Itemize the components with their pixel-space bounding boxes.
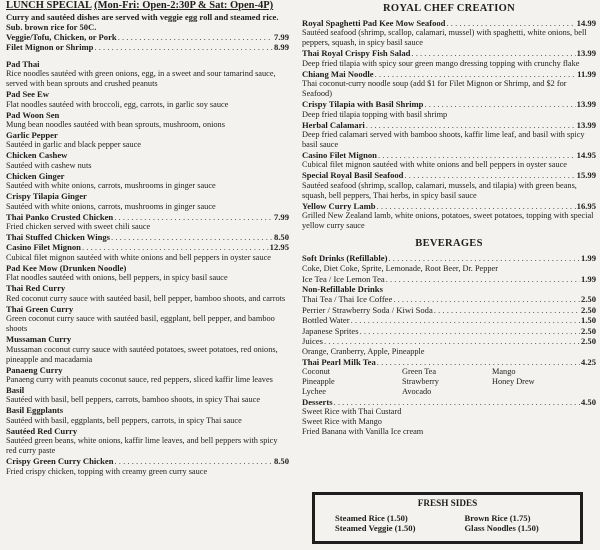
royal-item [302, 69, 596, 79]
menu-item [6, 191, 289, 201]
royal-item-desc: Deep fried calamari served with bamboo shoots, kaffir lime leaf, and basil with spicy basil sauce [302, 130, 585, 150]
menu-item [6, 150, 289, 160]
menu-item-price: 12.95 [269, 242, 289, 253]
menu-item-desc: Sautéed green beans, white onions, kaffir lime leaves, and bell peppers with spicy red curry paste [6, 436, 278, 456]
royal-item-price: 13.99 [576, 48, 596, 59]
lunch-special-hours: (Mon-Fri: Open-2:30P & Sat: Open-4P) [94, 0, 274, 11]
milk-tea-flavor: Honey Drew [492, 376, 535, 386]
royal-item-desc: Deep fried tilapia with spicy sour green mango dressing topping with crunchy flake [302, 58, 580, 68]
royal-item-desc: Cubical filet mignon sautéed with white onions and bell peppers in oyster sauce [302, 160, 567, 170]
beverage-item: Soft Drinks (Refillable) . . . 1.99 [302, 253, 596, 263]
milk-tea-flavor: Avocado [402, 386, 432, 396]
royal-item [302, 99, 596, 109]
royal-item-name: Chiang Mai Noodle [302, 68, 374, 79]
menu-item [6, 232, 289, 242]
non-refillable-label: Non-Refillable Drinks [302, 284, 383, 295]
non-refillable-item [302, 315, 596, 325]
royal-item-name: Royal Spaghetti Pad Kee Mow Seafood [302, 18, 446, 28]
menu-item-desc: Cubical filet mignon sautéed with white onions and bell peppers in oyster sauce [6, 252, 271, 262]
menu-item [6, 405, 289, 415]
menu-item-desc: Mussaman coconut curry sauce with sautéed potatoes, sweet potatoes, red onions, pineapple and macadamia [6, 344, 278, 364]
royal-item-desc: Deep fried tilapia topping with basil shrimp [302, 109, 448, 119]
royal-item-name: Herbal Calamari [302, 119, 365, 130]
menu-item-name: Thai Stuffed Chicken Wings [6, 232, 111, 243]
non-refillable-item [302, 336, 596, 346]
menu-item-name: Basil Eggplants [6, 405, 64, 416]
menu-item-desc: Sautéed with white onions, carrots, mushrooms in ginger sauce [6, 181, 216, 191]
right-column [302, 0, 596, 437]
beverage-desc: Coke, Diet Coke, Sprite, Lemonade, Root Beer, Dr. Pepper [302, 263, 498, 273]
royal-item-name: Thai Royal Crispy Fish Salad [302, 48, 411, 59]
royal-item-price: 13.99 [576, 99, 596, 110]
menu-item-name: Sautéed Red Curry [6, 425, 78, 436]
menu-item-desc: Red coconut curry sauce with sautéed basil, bell pepper, bamboo shoots, and carrots [6, 293, 286, 303]
lunch-item-list [6, 59, 289, 477]
menu-item-name: Garlic Pepper [6, 130, 58, 141]
non-refillable-item-name: Thai Tea / Thai Ice Coffee [302, 294, 393, 305]
royal-item-price: 14.95 [576, 150, 596, 161]
dessert-list [302, 407, 596, 437]
royal-item-name: Yellow Curry Lamb [302, 200, 376, 211]
beverage-item: Desserts . . . 4.50 [302, 397, 596, 407]
royal-item-name: Casino Filet Mignon [302, 150, 377, 161]
menu-item-desc: Fried crispy chicken, topping with creamy green curry sauce [6, 466, 208, 476]
fresh-side-item: Steamed Veggie (1.50) [335, 523, 416, 533]
menu-item-desc: Flat noodles sautéed with onions, bell peppers, in spicy basil sauce [6, 273, 228, 283]
royal-item [302, 18, 596, 28]
milk-tea-flavor: Mango [492, 366, 516, 376]
menu-item [6, 283, 289, 293]
menu-item-name: Pad Woon Sen [6, 109, 60, 120]
menu-item-name: Basil [6, 384, 25, 395]
non-refillable-item-name: Japanese Sprites [302, 325, 359, 336]
royal-item-name: Special Royal Basil Seafood [302, 170, 404, 181]
menu-item-desc: Rice noodles sautéed with green onions, egg, in a sweet and sour tamarind sauce, served with bean sprouts and crushed peanuts [6, 69, 276, 89]
menu-item [6, 334, 289, 344]
menu-item-price: 8.50 [273, 456, 289, 467]
royal-item-desc: Sautéed seafood (shrimp, scallop, calamari, mussels, and tilapia) with green beans, squash, bell peppers, Thai herbs, in spicy basil sauce [302, 180, 577, 200]
royal-item [302, 48, 596, 58]
menu-item [6, 130, 289, 140]
menu-item [6, 385, 289, 395]
milk-tea-flavor: Green Tea [402, 366, 437, 376]
menu-item-name: Thai Red Curry [6, 283, 66, 294]
menu-item-name: Pad Thai [6, 58, 40, 69]
menu-item-name: Thai Green Curry [6, 303, 74, 314]
non-refillable-item-name: Bottled Water [302, 315, 350, 326]
non-refillable-item-price: 2.50 [580, 336, 596, 347]
menu-item [6, 59, 289, 69]
menu-item-desc: Sautéed with white onions, carrots, mushrooms in ginger sauce [6, 201, 216, 211]
menu-item-name: Pad Kee Mow (Drunken Noodle) [6, 262, 127, 273]
milk-tea-flavor [492, 387, 582, 397]
royal-item-desc: Thai coconut-curry noodle soup (add $1 for Filet Mignon or Shrimp, and $2 for Seafood) [302, 79, 567, 99]
menu-item [6, 263, 289, 273]
menu-item-name: Pad See Ew [6, 89, 49, 100]
royal-item-desc: Sautéed seafood (shrimp, scallop, calamari, mussel) with spaghetti, white onions, bell peppers, squash, in spicy basil sauce [302, 28, 587, 48]
lunch-option: Veggie/Tofu, Chicken, or Pork . . . 7.99 [6, 32, 289, 42]
milk-tea-flavors [302, 367, 596, 397]
beverage-item: Thai Pearl Milk Tea . . . 4.25 [302, 357, 596, 367]
dessert-item: Fried Banana with Vanilla Ice cream [302, 427, 424, 437]
royal-item [302, 170, 596, 180]
non-refillable-item [302, 326, 596, 336]
menu-item-desc: Sautéed with basil, eggplants, bell peppers, carrots, in spicy Thai sauce [6, 415, 242, 425]
non-refillable-item-name: Juices [302, 336, 324, 347]
royal-item-name: Crispy Tilapia with Basil Shrimp [302, 99, 424, 110]
royal-item [302, 120, 596, 130]
menu-item [6, 171, 289, 181]
non-refillable-item-price: 2.50 [580, 304, 596, 315]
menu-item-desc: Mung bean noodles sautéed with bean sprouts, mushroom, onions [6, 120, 225, 130]
fresh-side-item: Brown Rice (1.75) [464, 513, 531, 523]
non-refillable-item-name: Perrier / Strawberry Soda / Kiwi Soda [302, 304, 433, 315]
royal-item-price: 13.99 [576, 119, 596, 130]
menu-item-price: 8.50 [273, 232, 289, 243]
milk-tea-flavor: Coconut [302, 366, 331, 376]
menu-item-name: Mussaman Curry [6, 334, 72, 345]
menu-item-desc: Flat noodles sautéed with broccoli, egg, carrots, in garlic soy sauce [6, 99, 229, 109]
non-refillable-item-price: 1.50 [580, 315, 596, 326]
menu-item-name: Thai Panko Crusted Chicken [6, 211, 114, 222]
milk-tea-flavor: Pineapple [302, 376, 335, 386]
royal-item-price: 14.99 [576, 18, 596, 28]
menu-item-name: Casino Filet Mignon [6, 242, 81, 253]
fresh-side-item: Glass Noodles (1.50) [464, 523, 539, 533]
menu-item-name: Chicken Ginger [6, 170, 65, 181]
lunch-special-note: Curry and sautéed dishes are served with veggie egg roll and steamed rice. Sub. brown rice for 50C. [6, 12, 279, 32]
non-refillable-item-price: 2.50 [580, 325, 596, 336]
beverages-heading: BEVERAGES [415, 238, 483, 250]
menu-item-desc: Panaeng curry with peanuts coconut sauce, red peppers, sliced kaffir lime leaves [6, 374, 273, 384]
menu-item-name: Chicken Cashew [6, 150, 68, 161]
non-refillable-list [302, 294, 596, 346]
menu-item-name: Crispy Tilapia Ginger [6, 191, 87, 202]
fresh-sides-box [312, 492, 583, 544]
non-refillable-item-price: 2.50 [580, 294, 596, 305]
royal-item-list [302, 18, 596, 231]
royal-item-desc: Grilled New Zealand lamb, white onions, potatoes, sweet potatoes, topping with special yellow curry sauce [302, 211, 594, 231]
menu-item [6, 110, 289, 120]
menu-item [6, 426, 289, 436]
lunch-special-title: LUNCH SPECIAL [6, 0, 92, 11]
beverage-item: Ice Tea / Ice Lemon Tea . . . 1.99 [302, 274, 596, 284]
menu-item-desc: Sautéed with basil, bell peppers, carrots, bamboo shoots, in spicy Thai sauce [6, 395, 260, 405]
left-column [6, 0, 289, 477]
menu-item [6, 242, 289, 252]
milk-tea-flavor: Strawberry [402, 376, 439, 386]
menu-item [6, 456, 289, 466]
royal-item-price: 16.95 [576, 200, 596, 211]
menu-item-desc: Green coconut curry sauce with sautéed basil, eggplant, bell pepper, and bamboo shoots [6, 314, 275, 334]
lunch-special-header [6, 0, 289, 12]
menu-item-desc: Fried chicken served with sweet chili sauce [6, 222, 151, 232]
juices-desc: Orange, Cranberry, Apple, Pineapple [302, 346, 425, 356]
menu-item [6, 89, 289, 99]
royal-item [302, 201, 596, 211]
menu-item-price: 7.99 [273, 211, 289, 222]
fresh-sides-grid [315, 509, 580, 533]
fresh-sides-title: FRESH SIDES [417, 498, 478, 508]
royal-item [302, 150, 596, 160]
non-refillable-item [302, 305, 596, 315]
non-refillable-item [302, 294, 596, 304]
fresh-side-item: Steamed Rice (1.50) [335, 513, 408, 523]
royal-item-price: 11.99 [577, 68, 596, 79]
menu-item-name: Crispy Green Curry Chicken [6, 456, 114, 467]
menu-item [6, 212, 289, 222]
royal-chef-heading: ROYAL CHEF CREATION [383, 3, 515, 14]
dessert-item: Sweet Rice with Thai Custard [302, 407, 402, 417]
dessert-item: Sweet Rice with Mango [302, 417, 382, 427]
menu-item-desc: Sautéed in garlic and black pepper sauce [6, 140, 141, 150]
menu-item-desc: Sautéed with cashew nuts [6, 160, 92, 170]
menu-item [6, 365, 289, 375]
lunch-option: Filet Mignon or Shrimp . . . 8.99 [6, 42, 289, 52]
milk-tea-flavor: Lychee [302, 386, 326, 396]
royal-item-price: 15.99 [576, 170, 596, 181]
menu-item [6, 304, 289, 314]
menu-item-name: Panaeng Curry [6, 364, 63, 375]
